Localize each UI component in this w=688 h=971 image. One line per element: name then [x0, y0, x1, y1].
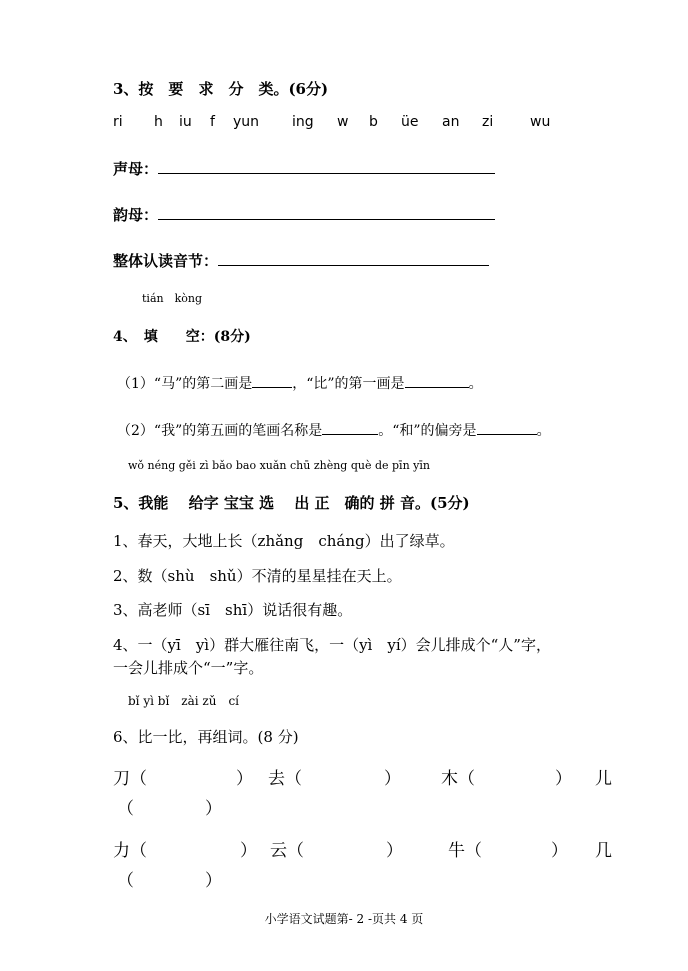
syllable: h — [154, 114, 163, 130]
whole-label: 整体认读音节： — [113, 252, 219, 270]
q6-row-1-cont — [0, 794, 688, 818]
q4-pinyin: tián kòng — [142, 292, 202, 305]
q4-item-1-text-a: （1）“马”的第二画是 — [117, 376, 253, 392]
syllable: wu — [530, 114, 551, 130]
q6-row-1-close-2: ） — [384, 769, 401, 789]
page-footer: 小学语文试题第- 2 -页共 4 页 — [264, 912, 424, 926]
q4-item-2-text-c: 。 — [536, 423, 551, 439]
q4-item-1-blank-2[interactable] — [405, 387, 469, 388]
q6-row-1-char-3: 木（ — [441, 769, 475, 789]
q6-row-2-char-4: 几 — [595, 841, 612, 861]
q6-row-2-char-2: 云（ — [270, 841, 304, 861]
syllable: b — [369, 114, 378, 130]
q4-item-1-text-b: ，“比”的第一画是 — [292, 376, 405, 392]
q3-whole-row — [113, 250, 489, 271]
q4-title: 4、 填 空：(8分) — [113, 329, 251, 345]
whole-syllable-blank[interactable] — [218, 265, 489, 266]
q6-row-1-char-1: 刀（ — [113, 769, 147, 789]
q3-finals-row — [113, 204, 495, 225]
q6-pinyin: bǐ yì bǐ zài zǔ cí — [128, 694, 240, 708]
q4-item-2 — [117, 420, 551, 440]
q5-item-1: 1、春天，大地上长（zhǎng cháng）出了绿草。 — [113, 532, 455, 550]
syllable: yun — [233, 114, 260, 130]
q5-title: 5、我能 给字 宝宝 选 出 正 确的 拼 音。(5分) — [113, 494, 470, 512]
q6-title: 6、比一比，再组词。(8 分) — [113, 728, 299, 746]
q6-row-2 — [0, 836, 688, 860]
q4-item-2-blank-1[interactable] — [322, 434, 378, 435]
q6-row-2-cont-close: ） — [205, 871, 222, 891]
q5-item-4: 4、一（yī yì）群大雁往南飞，一（yì yí）会儿排成个“人”字， — [113, 636, 551, 654]
q5-pinyin: wǒ néng gěi zì bǎo bao xuǎn chū zhèng què de pīn yīn — [128, 459, 430, 472]
syllable: ri — [113, 114, 123, 130]
q6-row-1-cont-open: （ — [117, 799, 134, 819]
q5-item-3: 3、高老师（sī shī）说话很有趣。 — [113, 601, 353, 619]
syllable: ing — [292, 114, 314, 130]
q6-row-1-cont-close: ） — [205, 799, 222, 819]
q6-row-2-char-3: 牛（ — [448, 841, 482, 861]
q4-item-1 — [117, 373, 483, 393]
finals-blank[interactable] — [158, 219, 495, 220]
initials-label: 声母： — [113, 160, 159, 178]
q3-title: 3、按 要 求 分 类。(6分) — [113, 80, 329, 98]
syllable: iu — [179, 114, 192, 130]
q5-item-4-cont: 一会儿排成个“一”字。 — [113, 659, 264, 677]
syllable: zi — [482, 114, 494, 130]
q3-initials-row — [113, 158, 495, 179]
q5-item-2: 2、数（shù shǔ）不清的星星挂在天上。 — [113, 567, 402, 585]
q6-row-2-close-2: ） — [386, 841, 403, 861]
q4-item-1-text-c: 。 — [468, 376, 483, 392]
q6-row-1-close-3: ） — [555, 769, 572, 789]
q6-row-1-close-1: ） — [236, 769, 253, 789]
q6-row-2-close-3: ） — [551, 841, 568, 861]
q6-row-1-char-2: 去（ — [268, 769, 302, 789]
q4-item-2-text-a: （2）“我”的第五画的笔画名称是 — [117, 423, 323, 439]
q6-row-1 — [0, 764, 688, 788]
finals-label: 韵母： — [113, 206, 159, 224]
syllable: an — [442, 114, 460, 130]
q6-row-2-cont — [0, 866, 688, 890]
q4-item-2-text-b: 。“和”的偏旁是 — [378, 423, 477, 439]
q4-item-1-blank-1[interactable] — [252, 387, 292, 388]
syllable: w — [337, 114, 349, 130]
q6-row-2-cont-open: （ — [117, 871, 134, 891]
syllable: f — [210, 114, 215, 130]
q6-row-2-close-1: ） — [240, 841, 257, 861]
syllable: üe — [401, 114, 419, 130]
q4-item-2-blank-2[interactable] — [477, 434, 537, 435]
initials-blank[interactable] — [158, 173, 495, 174]
q6-row-2-char-1: 力（ — [113, 841, 147, 861]
q6-row-1-char-4: 儿 — [595, 769, 612, 789]
